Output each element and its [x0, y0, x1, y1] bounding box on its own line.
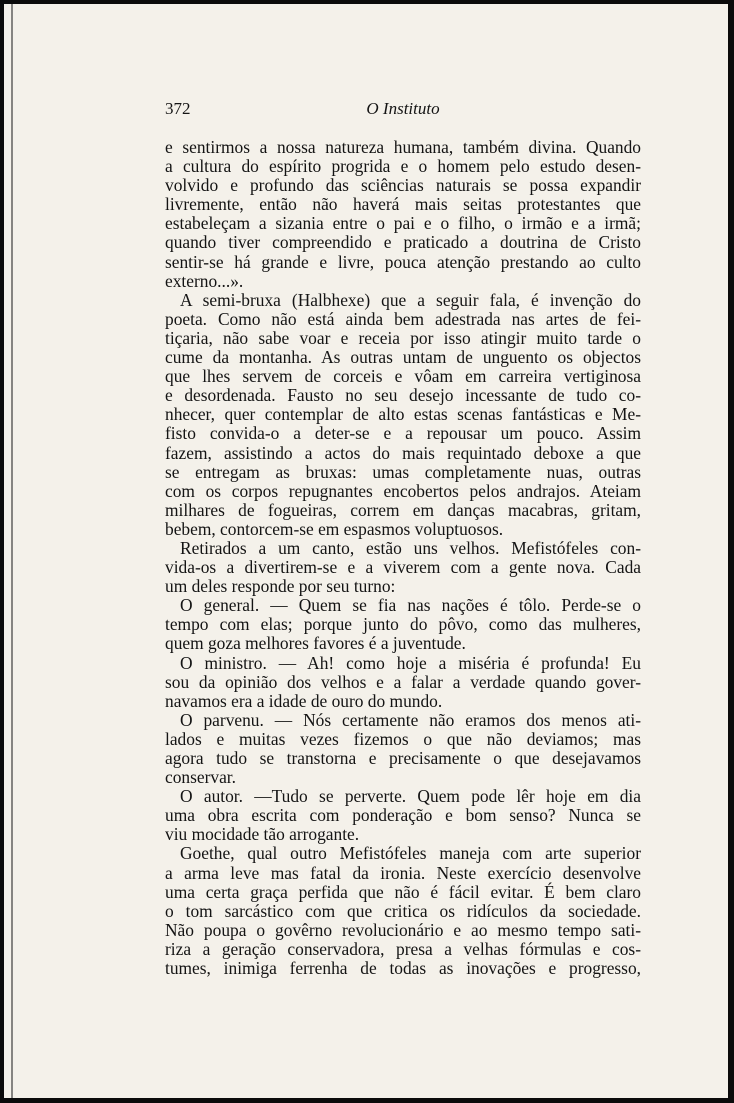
text-line: milhares de fogueiras, correm em danças macabras, gritam, — [165, 499, 641, 520]
text-line: se entregam as bruxas: umas completamente nuas, outras — [165, 461, 641, 482]
text-line: agora tudo se transtorna e precisamente o que desejavamos — [165, 748, 641, 768]
text-line: tumes, inimiga ferrenha de todas as inovações e progresso, — [165, 958, 641, 979]
scan-edge — [11, 4, 13, 1098]
text-line: tiçaria, não sabe voar e receia por isso atingir muito tarde o — [165, 327, 641, 348]
text-line: uma certa graça perfida que não é fácil evitar. É bem claro — [165, 881, 641, 902]
text-line: o tom sarcástico com que critica os ridículos da sociedade. — [165, 900, 641, 921]
text-line: fazem, assistindo a actos do mais requintado deboxe a que — [165, 442, 641, 463]
text-line: Goethe, qual outro Mefistófeles maneja com arte superior — [180, 843, 641, 864]
page-number: 372 — [165, 99, 191, 118]
text-line: O autor. —Tudo se perverte. Quem pode lêr hoje em dia — [180, 786, 641, 807]
text-line: Não poupa o govêrno revolucionário e ao mesmo tempo sati- — [165, 919, 641, 940]
text-line: poeta. Como não está ainda bem adestrada nas artes de fei- — [165, 308, 641, 329]
text-line: com os corpos repugnantes encobertos pelos andrajos. Ateiam — [165, 480, 641, 501]
text-line: um deles responde por seu turno: — [165, 576, 396, 597]
page-header — [165, 99, 641, 125]
text-line: quando tiver compreendido e praticado a doutrina de Cristo — [165, 232, 641, 253]
text-line: a arma leve mas fatal da ironia. Neste exercício desenvolve — [165, 862, 641, 883]
text-line: conservar. — [165, 767, 236, 788]
text-line: O general. — Quem se fia nas nações é tôlo. Perde-se o — [180, 595, 641, 616]
text-line: vida-os a divertirem-se e a viverem com a gente nova. Cada — [165, 557, 641, 578]
text-line: quem goza melhores favores é a juventude. — [165, 633, 466, 654]
text-line: externo...». — [165, 270, 244, 291]
text-line: sentir-se há grande e livre, pouca atenção prestando ao culto — [165, 251, 641, 272]
text-line: sou da opinião dos velhos e a falar a verdade quando gover- — [165, 671, 641, 692]
text-line: nhecer, quer contemplar de alto estas scenas fantásticas e Me- — [165, 404, 641, 425]
text-line: a cultura do espírito progrida e o homem pelo estudo desen- — [165, 156, 641, 177]
body-text — [165, 138, 641, 978]
text-line: Retirados a um canto, estão uns velhos. Mefistófeles con- — [180, 537, 641, 558]
text-line: e desordenada. Fausto no seu desejo incessante de tudo co- — [165, 385, 641, 406]
text-line: O parvenu. — Nós certamente não eramos dos menos ati- — [180, 709, 641, 730]
text-line: bebem, contorcem-se em espasmos voluptuosos. — [165, 518, 504, 539]
text-line: e sentirmos a nossa natureza humana, também divina. Quando — [165, 137, 641, 157]
text-line: uma obra escrita com ponderação e bom senso? Nunca se — [165, 805, 641, 826]
text-line: navamos era a idade de ouro do mundo. — [165, 690, 443, 711]
text-line: lados e muitas vezes fizemos o que não deviamos; mas — [165, 728, 641, 749]
text-line: O ministro. — Ah! como hoje a miséria é profunda! Eu — [180, 652, 641, 673]
text-line: tempo com elas; porque junto do pôvo, como das mulheres, — [165, 614, 641, 635]
running-title: O Instituto — [366, 99, 440, 118]
text-line: livremente, então não haverá mais seitas protestantes que — [165, 194, 641, 215]
book-page — [4, 4, 728, 1098]
text-line: fisto convida-o a deter-se e a repousar um pouco. Assim — [165, 423, 641, 444]
text-line: volvido e profundo das sciências naturais se possa expandir — [165, 175, 641, 196]
text-line: viu mocidade tão arrogante. — [165, 824, 360, 845]
text-line: riza a geração conservadora, presa a velhas fórmulas e cos- — [165, 938, 641, 959]
text-line: cume da montanha. As outras untam de unguento os objectos — [165, 347, 641, 368]
text-line: estabeleçam a sizania entre o pai e o filho, o irmão e a irmã; — [165, 213, 641, 234]
text-line: que lhes servem de corceis e vôam em carreira vertiginosa — [165, 366, 641, 387]
text-line: A semi-bruxa (Halbhexe) que a seguir fala, é invenção do — [180, 289, 641, 310]
